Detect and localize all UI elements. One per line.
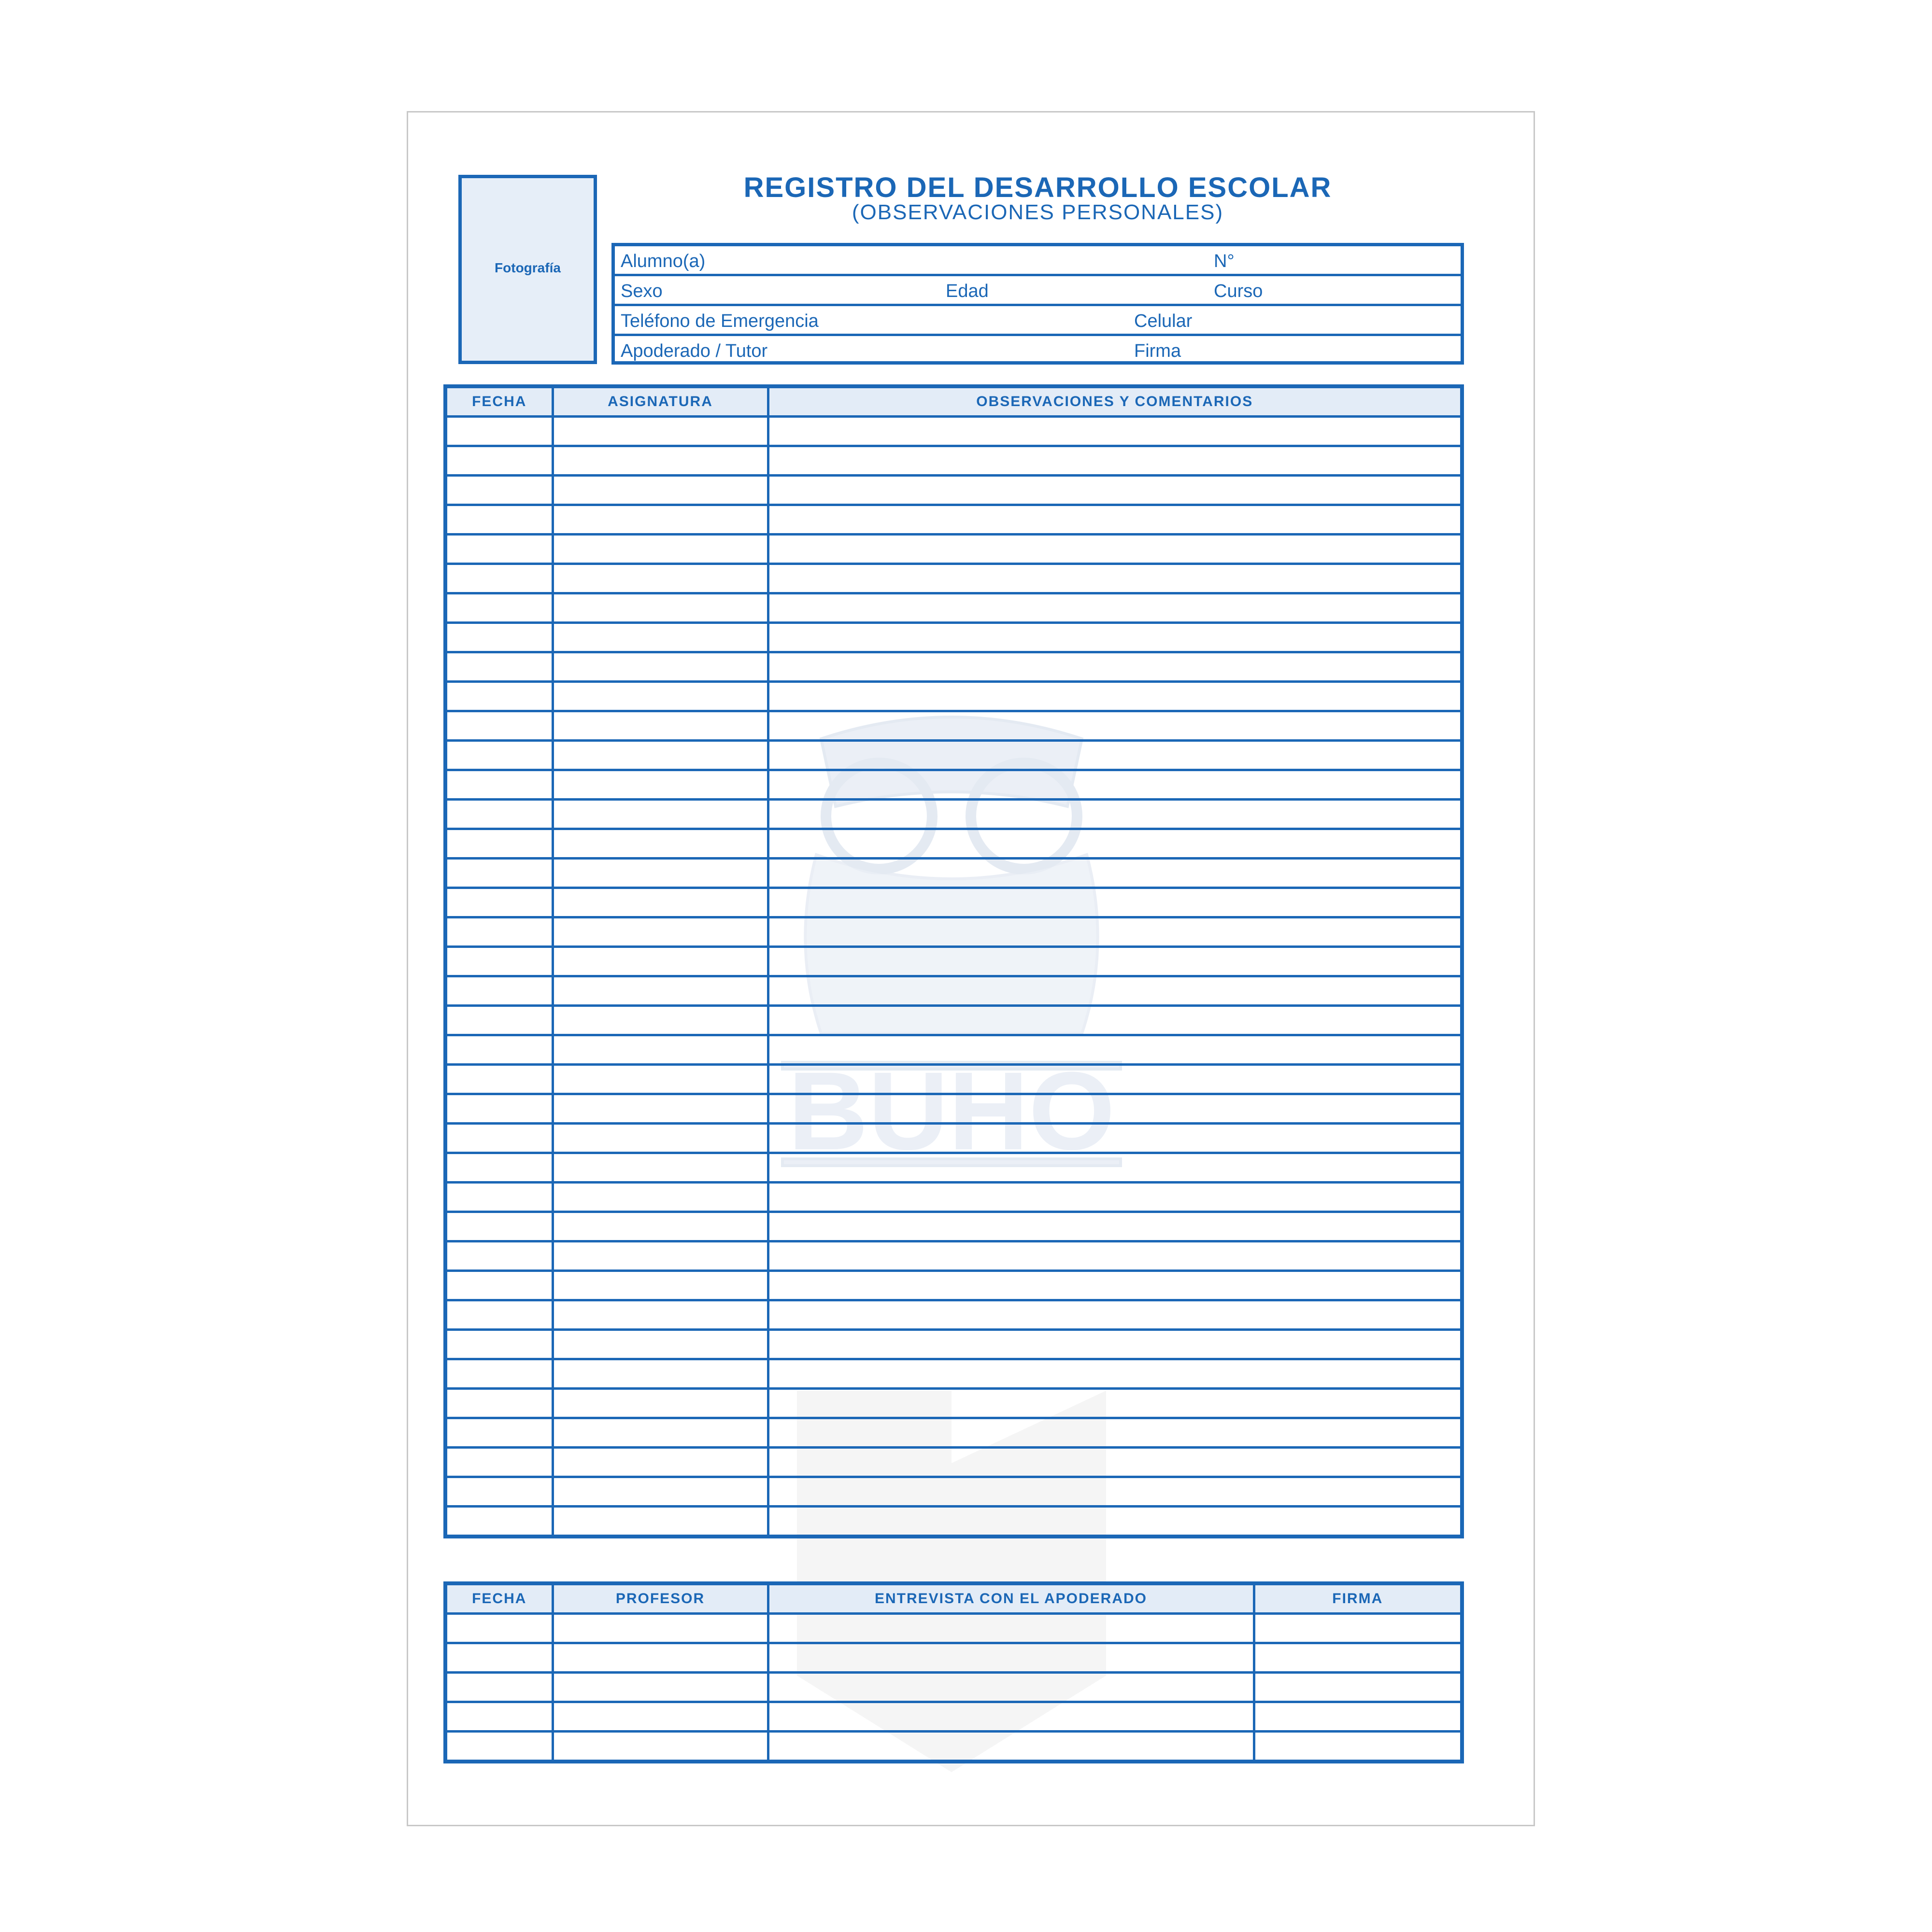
table-cell[interactable] [445, 1330, 553, 1359]
table-cell[interactable] [553, 505, 768, 535]
table-row [445, 1153, 1462, 1183]
table-cell[interactable] [445, 505, 553, 535]
table-row [445, 564, 1462, 593]
table-cell[interactable] [768, 564, 1462, 593]
col-header-fecha: FECHA [445, 1583, 553, 1614]
table-row [445, 476, 1462, 505]
table-cell[interactable] [768, 1643, 1254, 1673]
table-cell[interactable] [768, 1212, 1462, 1241]
table-cell[interactable] [445, 1241, 553, 1271]
table-cell[interactable] [1254, 1643, 1462, 1673]
table-cell[interactable] [553, 564, 768, 593]
table-row [445, 1389, 1462, 1418]
table-cell[interactable] [768, 1241, 1462, 1271]
table-cell[interactable] [445, 917, 553, 947]
table-cell[interactable] [553, 1389, 768, 1418]
table-row [445, 535, 1462, 564]
table-row [445, 888, 1462, 917]
table-cell[interactable] [768, 859, 1462, 888]
table-cell[interactable] [553, 1183, 768, 1212]
table-cell[interactable] [553, 1300, 768, 1330]
table-cell[interactable] [768, 976, 1462, 1006]
table-row [445, 446, 1462, 476]
table-cell[interactable] [445, 1732, 553, 1762]
table-cell[interactable] [445, 1643, 553, 1673]
table-cell[interactable] [445, 800, 553, 829]
table-cell[interactable] [768, 741, 1462, 770]
apoderado-label: Apoderado / Tutor [621, 341, 768, 361]
table-cell[interactable] [553, 1006, 768, 1035]
table-cell[interactable] [768, 623, 1462, 652]
table-cell[interactable] [445, 652, 553, 682]
info-row-sexo[interactable] [615, 276, 1461, 306]
table-cell[interactable] [768, 1035, 1462, 1065]
table-cell[interactable] [445, 593, 553, 623]
table-row [445, 800, 1462, 829]
table-cell[interactable] [768, 829, 1462, 859]
table-cell[interactable] [445, 1418, 553, 1448]
table-cell[interactable] [768, 1614, 1254, 1643]
curso-label: Curso [1214, 281, 1263, 301]
table-cell[interactable] [768, 446, 1462, 476]
table-cell[interactable] [553, 652, 768, 682]
table-row [445, 947, 1462, 976]
table-cell[interactable] [768, 1673, 1254, 1702]
table-cell[interactable] [553, 859, 768, 888]
table-cell[interactable] [553, 1359, 768, 1389]
table-cell[interactable] [768, 1153, 1462, 1183]
table-cell[interactable] [445, 1094, 553, 1124]
numero-label: N° [1214, 251, 1235, 271]
table-cell[interactable] [768, 1124, 1462, 1153]
table-cell[interactable] [553, 623, 768, 652]
alumno-label: Alumno(a) [621, 251, 706, 271]
table-cell[interactable] [553, 1732, 768, 1762]
table-cell[interactable] [445, 1477, 553, 1507]
col-header-profesor: PROFESOR [553, 1583, 768, 1614]
table-row [445, 711, 1462, 741]
table-row [445, 1183, 1462, 1212]
table-cell[interactable] [768, 1477, 1462, 1507]
table-row [445, 1241, 1462, 1271]
table-cell[interactable] [768, 1094, 1462, 1124]
col-header-observaciones: OBSERVACIONES Y COMENTARIOS [768, 386, 1462, 417]
table-cell[interactable] [768, 711, 1462, 741]
table-cell[interactable] [553, 1673, 768, 1702]
table-cell[interactable] [445, 564, 553, 593]
table-cell[interactable] [445, 682, 553, 711]
table-row [445, 1271, 1462, 1300]
table-cell[interactable] [553, 1241, 768, 1271]
table-cell[interactable] [553, 1153, 768, 1183]
table-cell[interactable] [445, 976, 553, 1006]
watermark-brand-text: BUHO [788, 1049, 1115, 1173]
table-cell[interactable] [553, 1702, 768, 1732]
firma-label: Firma [1134, 341, 1181, 361]
table-cell[interactable] [553, 770, 768, 800]
edad-label: Edad [946, 281, 989, 301]
table-row [445, 741, 1462, 770]
photo-box[interactable] [458, 175, 597, 364]
telefono-label: Teléfono de Emergencia [621, 311, 819, 331]
table-cell[interactable] [445, 947, 553, 976]
table-row [445, 1643, 1462, 1673]
table-cell[interactable] [445, 1614, 553, 1643]
table-row [445, 1212, 1462, 1241]
table-cell[interactable] [553, 446, 768, 476]
col-header-fecha: FECHA [445, 386, 553, 417]
table-cell[interactable] [553, 947, 768, 976]
table-cell[interactable] [1254, 1702, 1462, 1732]
table-cell[interactable] [553, 976, 768, 1006]
interview-header-row [445, 1583, 1462, 1614]
table-cell[interactable] [553, 1477, 768, 1507]
table-cell[interactable] [445, 1124, 553, 1153]
table-cell[interactable] [553, 535, 768, 564]
table-row [445, 1507, 1462, 1537]
table-cell[interactable] [445, 1035, 553, 1065]
table-cell[interactable] [445, 1183, 553, 1212]
table-cell[interactable] [553, 1614, 768, 1643]
table-cell[interactable] [768, 535, 1462, 564]
table-cell[interactable] [445, 1153, 553, 1183]
celular-label: Celular [1134, 311, 1193, 331]
table-cell[interactable] [553, 741, 768, 770]
table-row [445, 917, 1462, 947]
info-row-alumno[interactable] [615, 246, 1461, 276]
table-cell[interactable] [553, 476, 768, 505]
table-cell[interactable] [553, 800, 768, 829]
table-row [445, 976, 1462, 1006]
table-cell[interactable] [553, 829, 768, 859]
table-cell[interactable] [445, 1673, 553, 1702]
col-header-asignatura: ASIGNATURA [553, 386, 768, 417]
table-cell[interactable] [445, 1065, 553, 1094]
table-cell[interactable] [553, 1643, 768, 1673]
table-cell[interactable] [445, 1300, 553, 1330]
table-row [445, 1124, 1462, 1153]
table-row [445, 623, 1462, 652]
table-row [445, 1702, 1462, 1732]
table-cell[interactable] [445, 829, 553, 859]
table-cell[interactable] [445, 476, 553, 505]
interview-table [443, 1581, 1464, 1763]
table-row [445, 1330, 1462, 1359]
table-cell[interactable] [768, 888, 1462, 917]
table-cell[interactable] [768, 1065, 1462, 1094]
table-cell[interactable] [768, 1183, 1462, 1212]
info-row-apoderado[interactable] [615, 336, 1461, 366]
table-cell[interactable] [445, 1448, 553, 1477]
info-row-telefono[interactable] [615, 306, 1461, 336]
table-cell[interactable] [553, 1271, 768, 1300]
table-cell[interactable] [553, 1418, 768, 1448]
table-cell[interactable] [553, 1507, 768, 1537]
table-cell[interactable] [445, 623, 553, 652]
table-cell[interactable] [1254, 1673, 1462, 1702]
table-row [445, 1094, 1462, 1124]
table-row [445, 505, 1462, 535]
table-cell[interactable] [768, 505, 1462, 535]
table-row [445, 1006, 1462, 1035]
sexo-label: Sexo [621, 281, 663, 301]
table-cell[interactable] [445, 770, 553, 800]
col-header-firma: FIRMA [1254, 1583, 1462, 1614]
table-cell[interactable] [768, 1507, 1462, 1537]
table-cell[interactable] [445, 1006, 553, 1035]
table-row [445, 829, 1462, 859]
table-row [445, 1300, 1462, 1330]
table-row [445, 1359, 1462, 1389]
table-cell[interactable] [445, 888, 553, 917]
table-cell[interactable] [445, 417, 553, 446]
table-cell[interactable] [445, 535, 553, 564]
table-row [445, 1418, 1462, 1448]
table-cell[interactable] [445, 741, 553, 770]
table-row [445, 1614, 1462, 1643]
table-cell[interactable] [768, 1271, 1462, 1300]
table-row [445, 593, 1462, 623]
table-row [445, 417, 1462, 446]
table-cell[interactable] [768, 1359, 1462, 1389]
table-row [445, 1673, 1462, 1702]
table-cell[interactable] [445, 1212, 553, 1241]
table-cell[interactable] [768, 1732, 1254, 1762]
table-cell[interactable] [445, 859, 553, 888]
table-cell[interactable] [445, 711, 553, 741]
table-row [445, 1477, 1462, 1507]
table-cell[interactable] [553, 593, 768, 623]
table-row [445, 1448, 1462, 1477]
table-cell[interactable] [1254, 1614, 1462, 1643]
table-cell[interactable] [768, 1389, 1462, 1418]
table-cell[interactable] [768, 800, 1462, 829]
table-cell[interactable] [768, 1448, 1462, 1477]
table-cell[interactable] [553, 1035, 768, 1065]
table-cell[interactable] [768, 1330, 1462, 1359]
table-row [445, 1065, 1462, 1094]
table-row [445, 652, 1462, 682]
table-cell[interactable] [768, 770, 1462, 800]
table-cell[interactable] [553, 888, 768, 917]
table-cell[interactable] [445, 1702, 553, 1732]
table-cell[interactable] [553, 711, 768, 741]
table-cell[interactable] [553, 682, 768, 711]
table-cell[interactable] [553, 1094, 768, 1124]
table-row [445, 1732, 1462, 1762]
table-cell[interactable] [553, 417, 768, 446]
table-cell[interactable] [553, 1124, 768, 1153]
table-cell[interactable] [445, 1271, 553, 1300]
table-cell[interactable] [768, 1006, 1462, 1035]
col-header-entrevista: ENTREVISTA CON EL APODERADO [768, 1583, 1254, 1614]
table-cell[interactable] [768, 947, 1462, 976]
table-cell[interactable] [445, 1359, 553, 1389]
table-cell[interactable] [768, 1702, 1254, 1732]
table-cell[interactable] [553, 1330, 768, 1359]
table-cell[interactable] [553, 1065, 768, 1094]
table-cell[interactable] [768, 593, 1462, 623]
table-row [445, 770, 1462, 800]
table-cell[interactable] [768, 652, 1462, 682]
table-row [445, 1035, 1462, 1065]
page-subtitle: (OBSERVACIONES PERSONALES) [852, 200, 1224, 224]
table-row [445, 859, 1462, 888]
table-cell[interactable] [445, 446, 553, 476]
table-cell[interactable] [768, 682, 1462, 711]
table-cell[interactable] [1254, 1732, 1462, 1762]
observations-header-row [445, 386, 1462, 417]
photo-label: Fotografía [495, 260, 561, 275]
page-title: REGISTRO DEL DESARROLLO ESCOLAR [743, 172, 1332, 203]
student-info-box [611, 243, 1464, 365]
table-cell[interactable] [768, 476, 1462, 505]
table-cell[interactable] [768, 1418, 1462, 1448]
table-cell[interactable] [445, 1507, 553, 1537]
table-cell[interactable] [553, 1212, 768, 1241]
table-row [445, 682, 1462, 711]
observations-table [443, 384, 1464, 1538]
table-cell[interactable] [445, 1389, 553, 1418]
table-cell[interactable] [553, 1448, 768, 1477]
table-cell[interactable] [553, 917, 768, 947]
table-cell[interactable] [768, 1300, 1462, 1330]
table-cell[interactable] [768, 917, 1462, 947]
table-cell[interactable] [768, 417, 1462, 446]
